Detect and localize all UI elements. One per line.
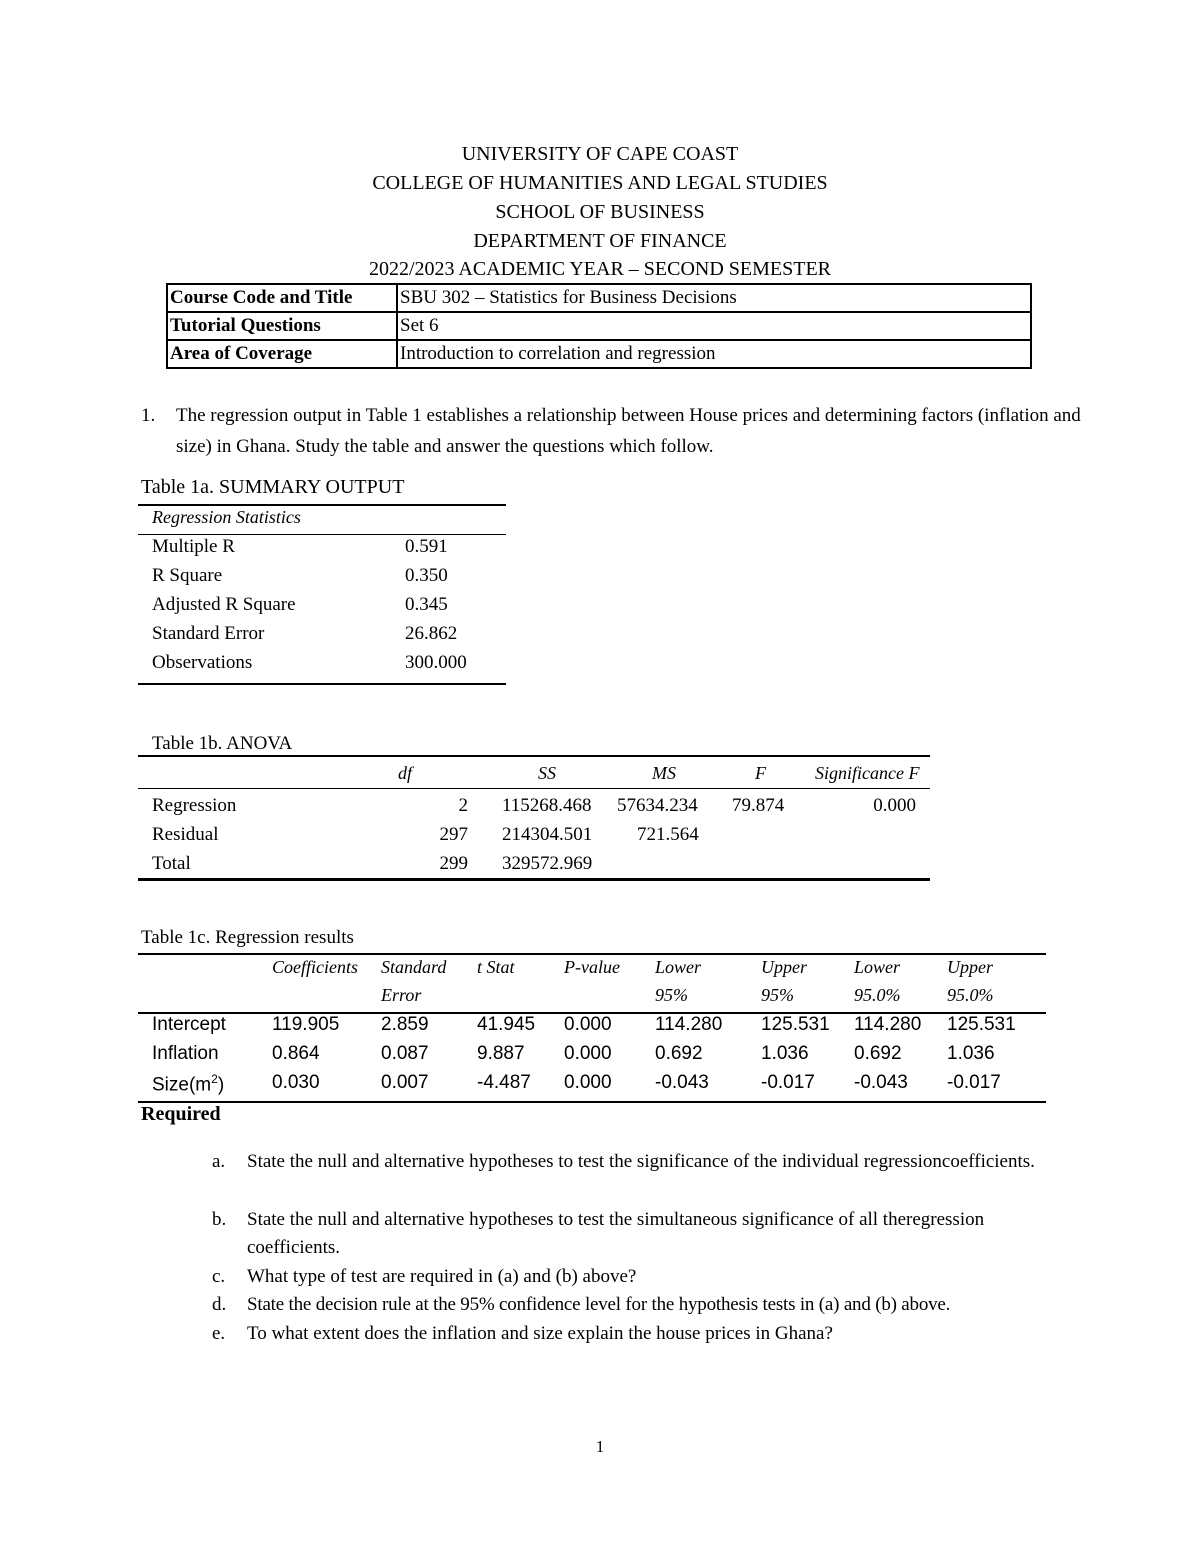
column-header: SS <box>538 763 556 783</box>
question-number: 1. <box>141 405 156 426</box>
stat-value: 26.862 <box>405 623 458 644</box>
item-letter: b. <box>212 1209 227 1230</box>
stat-label: R Square <box>152 565 223 586</box>
column-header: 95.0% <box>947 985 994 1005</box>
anova-df: 299 <box>439 853 468 874</box>
question-text: The regression output in Table 1 establishes a relationship between House prices and determining factors (inflation and size) in Ghana. Study the table and answer the questions which follow. <box>176 405 1081 457</box>
coef-row-close: ) <box>217 1074 225 1096</box>
coef-cell: 125.531 <box>947 1014 1016 1035</box>
table-rule <box>138 504 506 506</box>
table-1a-header: Regression Statistics <box>152 507 301 527</box>
item-letter: a. <box>212 1151 226 1172</box>
anova-df: 2 <box>458 795 468 816</box>
column-header: Upper <box>761 957 807 977</box>
column-header: Lower <box>655 957 702 977</box>
coef-cell: 1.036 <box>761 1043 809 1064</box>
stat-label: Standard Error <box>152 623 265 644</box>
column-header: 95.0% <box>854 985 901 1005</box>
required-item <box>212 1320 1112 1348</box>
anova-df: 297 <box>439 824 468 845</box>
table-rule <box>138 1101 1046 1103</box>
coef-cell: 0.000 <box>564 1043 612 1064</box>
stat-label: Observations <box>152 652 253 673</box>
anova-row-label: Regression <box>152 795 237 816</box>
required-heading: Required <box>141 1103 221 1125</box>
column-header: Lower <box>854 957 901 977</box>
coef-row-label <box>152 1072 224 1096</box>
coef-row-name: Inflation <box>152 1043 219 1064</box>
table-rule <box>138 788 930 789</box>
item-letter: c. <box>212 1266 226 1287</box>
info-label: Area of Coverage <box>167 340 397 368</box>
item-letter: e. <box>212 1323 226 1344</box>
coef-cell: 9.887 <box>477 1043 525 1064</box>
university-name: UNIVERSITY OF CAPE COAST <box>461 143 739 165</box>
stat-value: 0.350 <box>405 565 448 586</box>
anova-ss: 329572.969 <box>502 853 593 874</box>
column-header: 95% <box>761 985 794 1005</box>
coef-cell: 0.000 <box>564 1014 612 1035</box>
coef-cell: 41.945 <box>477 1014 536 1035</box>
info-label: Tutorial Questions <box>167 312 397 340</box>
anova-sig: 0.000 <box>873 795 916 816</box>
page-number: 1 <box>595 1437 605 1456</box>
coef-cell: 119.905 <box>272 1014 340 1035</box>
coef-row-name: Size(m <box>152 1074 212 1096</box>
item-text: What type of test are required in (a) and (b) above? <box>247 1266 637 1287</box>
stat-label: Adjusted R Square <box>152 594 296 615</box>
table-rule <box>138 755 930 757</box>
anova-ss: 214304.501 <box>502 824 593 845</box>
info-row <box>167 284 1031 312</box>
coef-cell: 114.280 <box>655 1014 723 1035</box>
column-header: Coefficients <box>272 957 358 977</box>
superscript: 2 <box>211 1072 218 1086</box>
column-header: Standard <box>381 957 447 977</box>
table-rule <box>138 878 930 881</box>
coef-row-name: Intercept <box>152 1014 226 1035</box>
required-item <box>212 1148 1112 1176</box>
info-value: SBU 302 – Statistics for Business Decisions <box>397 284 1031 312</box>
column-header: 95% <box>655 985 688 1005</box>
info-row <box>167 340 1031 368</box>
anova-ms: 721.564 <box>637 824 699 845</box>
table-1c-caption: Table 1c. Regression results <box>141 927 354 948</box>
item-text: State the decision rule at the 95% confidence level for the hypothesis tests in (a) and (b) above. <box>247 1294 951 1315</box>
coef-cell: 0.007 <box>381 1072 429 1093</box>
coef-cell: 0.000 <box>564 1072 612 1093</box>
column-header: P-value <box>564 957 620 977</box>
coef-cell: 0.087 <box>381 1043 429 1064</box>
college-name: COLLEGE OF HUMANITIES AND LEGAL STUDIES <box>372 172 828 194</box>
coef-cell: 125.531 <box>761 1014 830 1035</box>
table-1b-caption: Table 1b. ANOVA <box>152 733 293 754</box>
coef-cell: 0.864 <box>272 1043 320 1064</box>
column-header: MS <box>652 763 676 783</box>
stat-label: Multiple R <box>152 536 235 557</box>
table-1a-caption: Table 1a. SUMMARY OUTPUT <box>141 476 405 498</box>
academic-year: 2022/2023 ACADEMIC YEAR – SECOND SEMESTER <box>368 258 832 280</box>
coef-row-label <box>152 1043 219 1065</box>
column-header: Significance F <box>815 763 920 783</box>
required-item <box>212 1291 1132 1319</box>
stat-value: 0.345 <box>405 594 448 615</box>
coef-cell: -0.043 <box>854 1072 908 1093</box>
item-text: State the null and alternative hypotheses to test the simultaneous significance of all theregression coefficients. <box>247 1209 985 1258</box>
info-value: Set 6 <box>397 312 1031 340</box>
coef-cell: 114.280 <box>854 1014 922 1035</box>
question-1 <box>141 400 1081 462</box>
column-header: df <box>397 763 412 783</box>
coef-cell: -0.017 <box>761 1072 815 1093</box>
coef-cell: 0.692 <box>655 1043 703 1064</box>
required-item <box>212 1263 1112 1291</box>
coef-cell: 2.859 <box>381 1014 429 1035</box>
anova-row-label: Total <box>152 853 191 874</box>
school-name: SCHOOL OF BUSINESS <box>495 201 705 223</box>
anova-row-label: Residual <box>152 824 219 845</box>
stat-value: 0.591 <box>405 536 448 557</box>
anova-ms: 57634.234 <box>617 795 698 816</box>
coef-cell: -0.043 <box>655 1072 709 1093</box>
item-text: To what extent does the inflation and size explain the house prices in Ghana? <box>247 1323 833 1344</box>
required-item <box>212 1206 1112 1262</box>
info-value: Introduction to correlation and regression <box>397 340 1031 368</box>
column-header: Error <box>381 985 422 1005</box>
coef-cell: 0.030 <box>272 1072 320 1093</box>
anova-ss: 115268.468 <box>502 795 592 816</box>
anova-f: 79.874 <box>732 795 785 816</box>
info-label: Course Code and Title <box>167 284 397 312</box>
coef-cell: -4.487 <box>477 1072 531 1093</box>
info-row <box>167 312 1031 340</box>
coef-row-label <box>152 1014 226 1036</box>
department-name: DEPARTMENT OF FINANCE <box>473 230 727 252</box>
column-header: F <box>755 763 766 783</box>
table-rule <box>138 534 506 535</box>
coef-cell: 0.692 <box>854 1043 902 1064</box>
item-text: State the null and alternative hypotheses to test the significance of the individual regressioncoefficients. <box>247 1151 1035 1172</box>
table-rule <box>138 683 506 685</box>
coef-cell: 1.036 <box>947 1043 995 1064</box>
column-header: t Stat <box>477 957 515 977</box>
course-info-table <box>166 283 1032 369</box>
coef-cell: -0.017 <box>947 1072 1001 1093</box>
stat-value: 300.000 <box>405 652 467 673</box>
table-rule <box>138 953 1046 955</box>
column-header: Upper <box>947 957 993 977</box>
item-letter: d. <box>212 1294 227 1315</box>
